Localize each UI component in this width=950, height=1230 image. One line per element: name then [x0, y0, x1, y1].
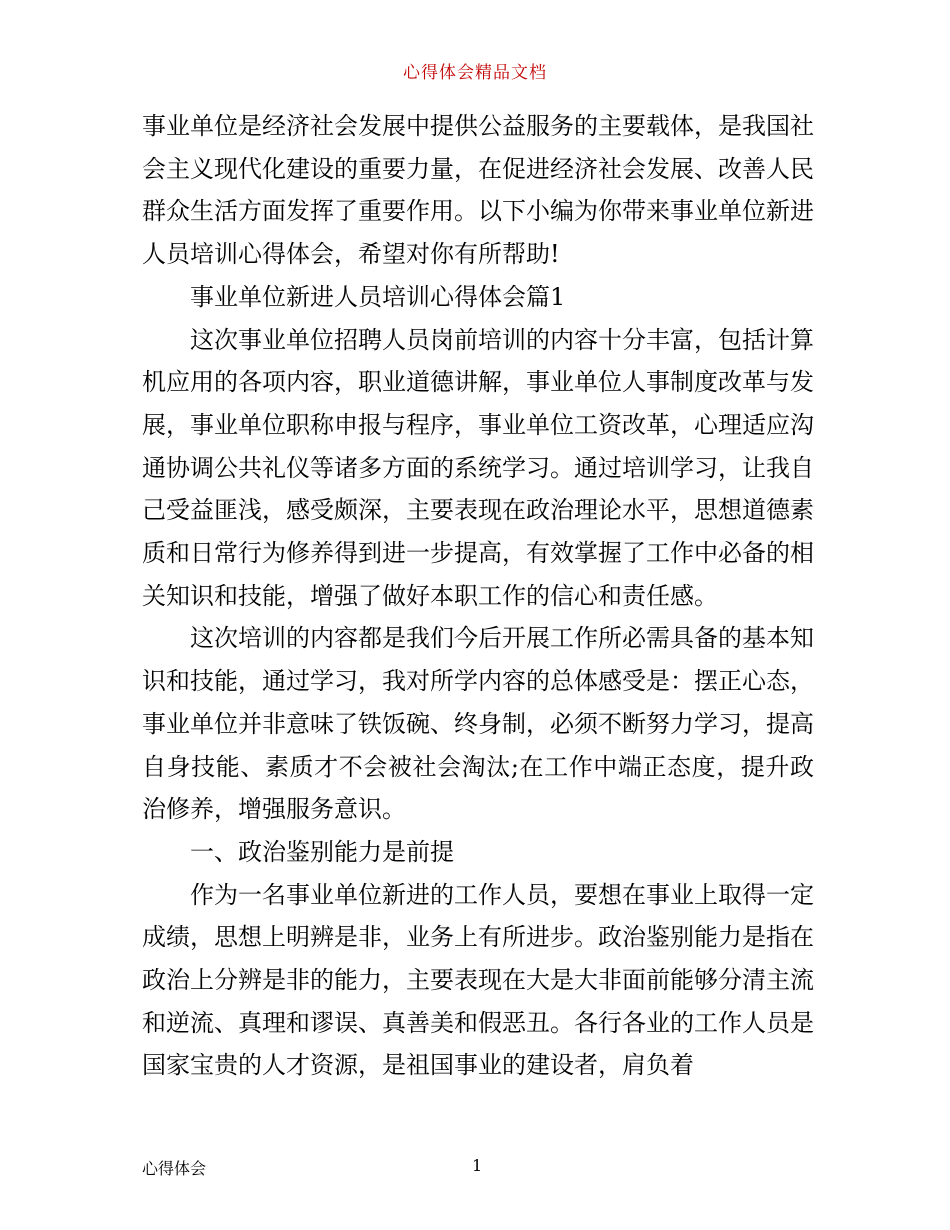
body-paragraph-3: 作为一名事业单位新进的工作人员，要想在事业上取得一定成绩，思想上明辨是非，业务上有所进步。政治鉴别能力是指在政治上分辨是非的能力，主要表现在大是大非面前能够分清主流和逆流、真理和谬误、真善美和假恶丑。各行各业的工作人员是国家宝贵的人才资源，是祖国事业的建设者，肩负着 [142, 880, 814, 1080]
body-paragraph-2: 这次培训的内容都是我们今后开展工作所必需具备的基本知识和技能，通过学习，我对所学内容的总体感受是：摆正心态，事业单位并非意味了铁饭碗、终身制，必须不断努力学习，提高自身技能、素质才不会被社会淘汰;在工作中端正态度，提升政治修养，增强服务意识。 [142, 624, 814, 824]
page-header-title: 心得体会精品文档 [403, 63, 547, 83]
page-footer [142, 1156, 814, 1180]
document-body [142, 105, 814, 1087]
section-title: 事业单位新进人员培训心得体会篇1 [190, 282, 566, 311]
intro-paragraph: 事业单位是经济社会发展中提供公益服务的主要载体，是我国社会主义现代化建设的重要力量，在促进经济社会发展、改善人民群众生活方面发挥了重要作用。以下小编为你带来事业单位新进人员培训心得体会，希望对你有所帮助! [142, 112, 814, 269]
body-paragraph-1: 这次事业单位招聘人员岗前培训的内容十分丰富，包括计算机应用的各项内容，职业道德讲解，事业单位人事制度改革与发展，事业单位职称申报与程序，事业单位工资改革，心理适应沟通协调公共礼仪等诸多方面的系统学习。通过培训学习，让我自己受益匪浅，感受颇深，主要表现在政治理论水平，思想道德素质和日常行为修养得到进一步提高，有效掌握了工作中必备的相关知识和技能，增强了做好本职工作的信心和责任感。 [142, 325, 814, 610]
page-number: 1 [472, 1156, 483, 1175]
footer-label: 心得体会 [142, 1159, 207, 1178]
subheading-1: 一、政治鉴别能力是前提 [190, 837, 454, 866]
